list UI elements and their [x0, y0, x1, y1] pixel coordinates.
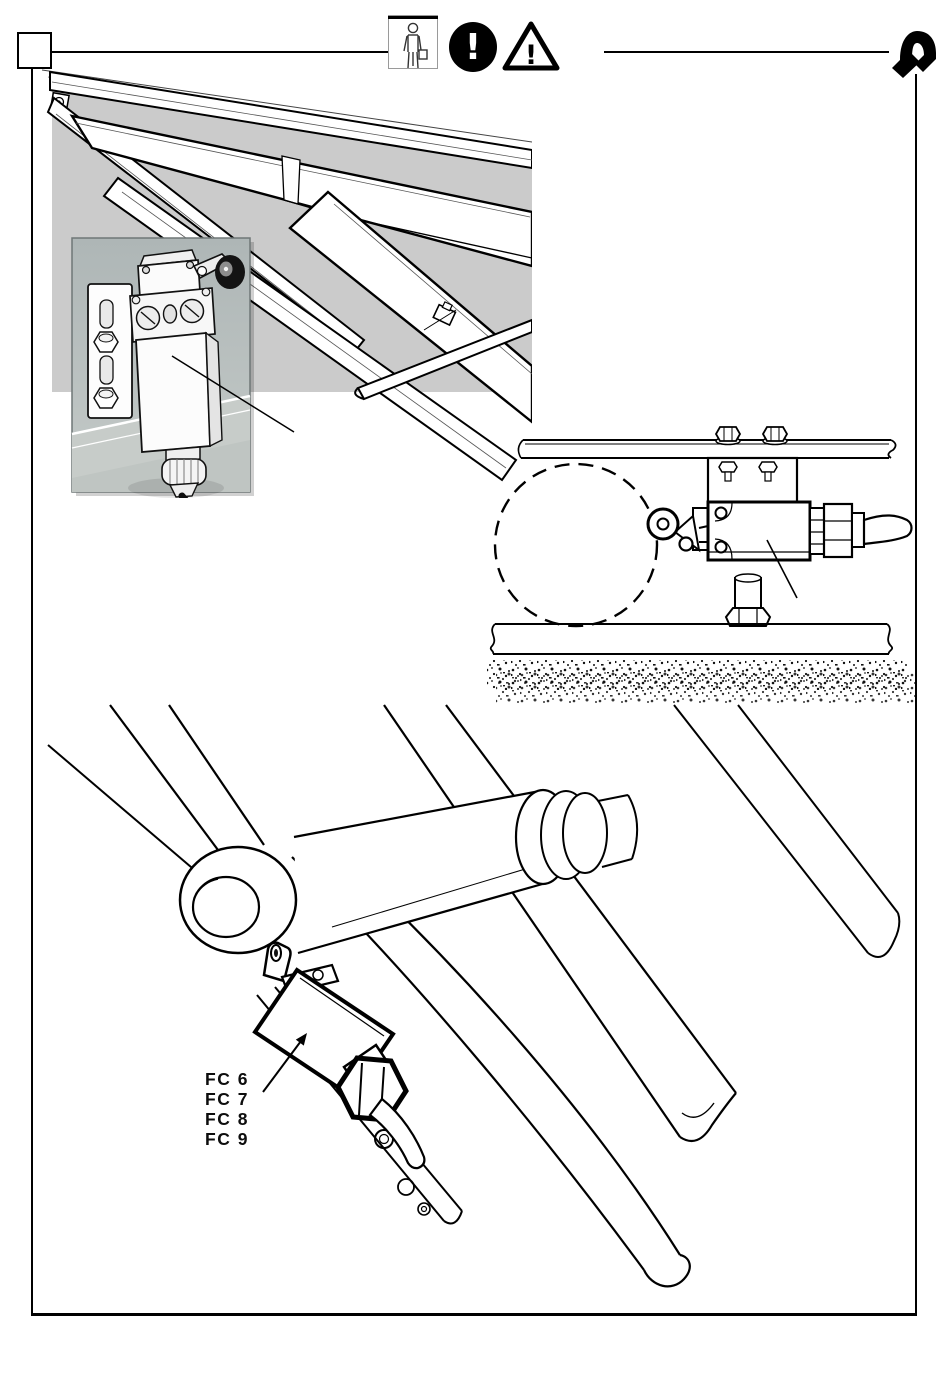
arm-left-lower	[48, 745, 198, 873]
brand-r-logo	[890, 26, 940, 78]
page-border-bottom	[31, 1313, 917, 1316]
technician-icon	[388, 15, 438, 69]
pivot-limit-switch	[255, 943, 424, 1169]
prong-outer-tip	[868, 913, 899, 957]
lower-rail	[491, 624, 892, 654]
switch-bracket	[708, 458, 797, 503]
fc-label-9: FC 9	[205, 1129, 249, 1149]
limit-switch-inset	[72, 238, 250, 498]
warning-triangle-icon	[502, 19, 560, 73]
arm-left-outer	[110, 705, 218, 850]
cable	[864, 515, 912, 544]
warning-exclamation: !	[524, 40, 538, 71]
mandatory-exclamation: !	[464, 27, 482, 68]
pivot-joint	[180, 847, 296, 953]
page-number-box	[17, 32, 52, 69]
lower-bolt	[726, 574, 770, 626]
prong-inner-left	[384, 705, 680, 1137]
cable-gland	[810, 504, 912, 557]
mandatory-attention-icon	[447, 21, 499, 73]
top-rail	[518, 440, 895, 458]
switch-cable	[370, 1099, 424, 1168]
limit-switch-body	[693, 502, 810, 560]
fc-label-7: FC 7	[205, 1089, 249, 1109]
rail-bolts	[716, 427, 787, 445]
arm-left-inner	[169, 705, 264, 845]
figure-top-lift-platform	[32, 68, 532, 498]
prong-outer-right	[738, 705, 898, 913]
fc-label-8: FC 8	[205, 1109, 249, 1129]
figure-bottom-pivot-arm	[32, 695, 918, 1295]
page-border-right	[915, 74, 917, 1315]
header-rule-right	[604, 51, 889, 53]
fc-label-group	[205, 1069, 249, 1149]
fc-label-6: FC 6	[205, 1069, 249, 1089]
page-border-left	[31, 68, 33, 1315]
cam-dashed-circle	[495, 464, 657, 626]
strap-curl	[644, 1255, 690, 1286]
prong-outer-left	[674, 705, 868, 953]
figure-middle-switch-on-rail	[485, 420, 920, 710]
cylinder	[294, 790, 637, 953]
header-rule-left	[52, 51, 388, 53]
